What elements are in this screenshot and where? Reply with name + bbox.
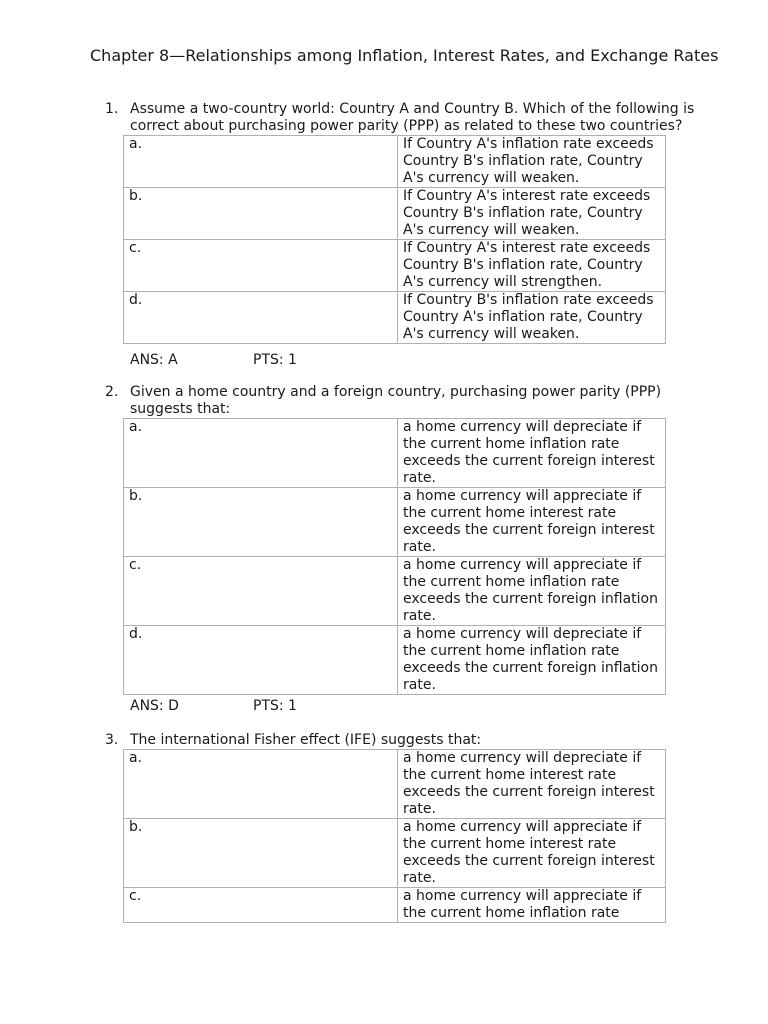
choice-letter: b. — [124, 188, 398, 240]
answer-key: ANS: A — [130, 352, 178, 368]
choice-letter: a. — [124, 750, 398, 819]
choice-letter: b. — [124, 819, 398, 888]
choice-letter: d. — [124, 292, 398, 344]
choice-letter: b. — [124, 488, 398, 557]
choice-row — [124, 419, 666, 488]
choice-letter: c. — [124, 240, 398, 292]
choice-row — [124, 626, 666, 695]
choice-row — [124, 819, 666, 888]
choice-letter: d. — [124, 626, 398, 695]
choice-text: If Country A's inflation rate exceeds Country B's inflation rate, Country A's currency will weaken. — [398, 136, 666, 188]
question-text: Given a home country and a foreign country, purchasing power parity (PPP) suggests that: — [130, 384, 662, 417]
points-value: PTS: 1 — [253, 698, 297, 714]
choice-row — [124, 188, 666, 240]
choice-text: If Country B's inflation rate exceeds Country A's inflation rate, Country A's currency will weaken. — [398, 292, 666, 344]
choices-table — [123, 418, 666, 695]
choice-text: a home currency will appreciate if the current home inflation rate exceeds the current foreign inflation rate. — [398, 557, 666, 626]
choice-text: a home currency will appreciate if the current home interest rate exceeds the current foreign interest rate. — [398, 488, 666, 557]
choice-letter: a. — [124, 419, 398, 488]
answer-key: ANS: D — [130, 698, 179, 714]
choice-letter: c. — [124, 557, 398, 626]
question-number: 2. — [105, 384, 119, 400]
choice-text: If Country A's interest rate exceeds Country B's inflation rate, Country A's currency will strengthen. — [398, 240, 666, 292]
choice-row — [124, 240, 666, 292]
question-text: The international Fisher effect (IFE) suggests that: — [130, 732, 482, 748]
choice-text: a home currency will appreciate if the current home interest rate exceeds the current foreign interest rate. — [398, 819, 666, 888]
question-number: 1. — [105, 101, 119, 117]
choices-table — [123, 135, 666, 344]
choice-text: If Country A's interest rate exceeds Country B's inflation rate, Country A's currency will weaken. — [398, 188, 666, 240]
choice-row — [124, 136, 666, 188]
choice-letter: a. — [124, 136, 398, 188]
chapter-title: Chapter 8—Relationships among Inflation, Interest Rates, and Exchange Rates — [90, 46, 719, 65]
choice-row — [124, 750, 666, 819]
choice-text: a home currency will depreciate if the current home inflation rate exceeds the current foreign interest rate. — [398, 419, 666, 488]
choice-text: a home currency will appreciate if the current home inflation rate — [398, 888, 666, 923]
answer-line — [130, 698, 297, 715]
choice-row — [124, 488, 666, 557]
choice-row — [124, 557, 666, 626]
answer-line — [130, 352, 297, 369]
points-value: PTS: 1 — [253, 352, 297, 368]
choice-row — [124, 292, 666, 344]
choice-text: a home currency will depreciate if the current home inflation rate exceeds the current foreign inflation rate. — [398, 626, 666, 695]
question-number: 3. — [105, 732, 119, 748]
choice-letter: c. — [124, 888, 398, 923]
choices-table — [123, 749, 666, 923]
choice-text: a home currency will depreciate if the current home interest rate exceeds the current foreign interest rate. — [398, 750, 666, 819]
question-text: Assume a two-country world: Country A and Country B. Which of the following is correct about purchasing power parity (PPP) as related to these two countries? — [130, 101, 695, 134]
choice-row — [124, 888, 666, 923]
